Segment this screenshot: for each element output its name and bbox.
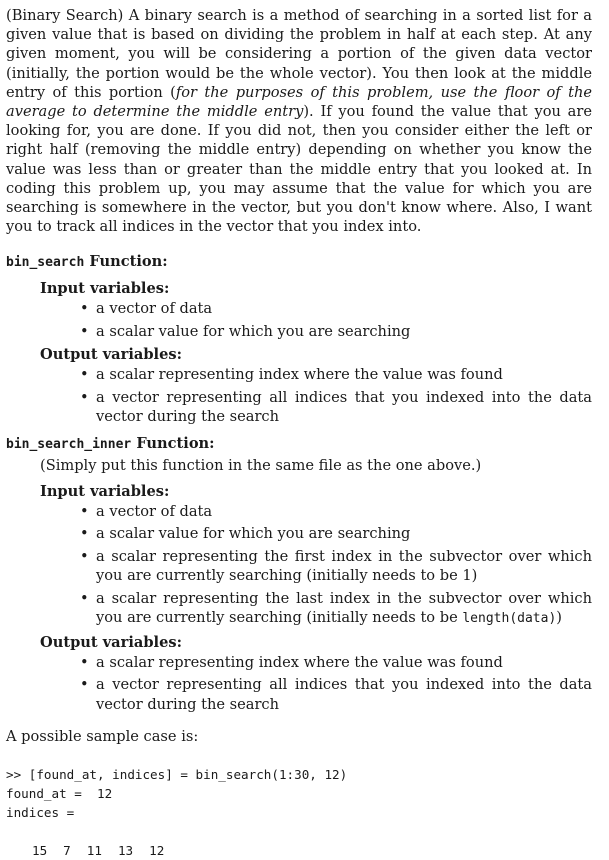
function-name: bin_search_inner [6,436,132,452]
index-value: 13 [117,843,134,859]
input-variables-heading: Input variables: [40,280,170,298]
input-variables-heading: Input variables: [40,482,170,500]
list-item: • a scalar representing the first index in the subvector over which you are currently searching (initially needs to be 1) [96,547,592,586]
index-value: 12 [149,843,165,859]
list-item: • a vector of data [96,299,592,319]
list-item [96,589,592,629]
code-line-call: >> [found_at, indices] = bin_search(1:30, 12) [6,767,348,783]
list-item: • a scalar value for which you are searching [96,322,592,342]
list-item-text: a scalar representing the last index in the subvector over which you are currently searching (initially needs to be [96,589,592,627]
indices-output [6,841,592,860]
intro-text-end: ). If you found the value that you are looking for, you are done. If you did not, then you consider either the left or right half (removing the middle entry) depending on whether you know the value was less than or greater than the middle entry that you looked at. In coding this problem up, you may assume that the value for which you are searching is somewhere in the vector, but you don't know where. Also, I want you to track all indices in the vector that you index into. [6,103,592,236]
list-item: • a vector representing all indices that you indexed into the data vector during the search [96,675,592,714]
code-line-indices-label: indices = [6,805,75,821]
list-item: • a vector of data [96,502,592,522]
document-page [6,4,592,860]
list-item: • a scalar value for which you are searching [96,524,592,544]
list-item: • a scalar representing index where the value was found [96,653,592,673]
intro-emphasis: for the purposes of this problem, use the floor of the average to determine the middle entry [6,83,592,121]
index-value: 15 [32,843,48,859]
sample-intro: A possible sample case is: [6,728,199,746]
index-value: 7 [63,843,71,859]
output-list [6,365,592,427]
list-item: • a vector representing all indices that you indexed into the data vector during the search [96,388,592,427]
bin-search-inner-heading [6,434,592,455]
list-item: • a scalar representing index where the value was found [96,365,592,385]
list-item-text-end: ) [556,609,562,627]
inline-code: length(data) [462,611,557,627]
function-word: Function: [136,434,215,452]
output-variables-heading: Output variables: [40,346,182,364]
index-value: 11 [86,843,102,859]
function-note: (Simply put this function in the same file as the one above.) [40,456,482,474]
code-line-found-at: found_at = 12 [6,786,113,802]
input-list [6,502,592,629]
output-list [6,653,592,715]
function-word: Function: [89,253,168,271]
function-name: bin_search [6,255,85,271]
intro-paragraph [6,6,592,236]
output-variables-heading: Output variables: [40,633,182,651]
intro-text: (Binary Search) A binary search is a method of searching in a sorted list for a given value that is based on dividing the problem in half at each step. At any given moment, you will be considering a portion of the given data vector (initially, the portion would be the whole vector). You then look at the middle entry of this portion ( [6,7,592,101]
bin-search-heading [6,252,592,273]
input-list [6,299,592,341]
